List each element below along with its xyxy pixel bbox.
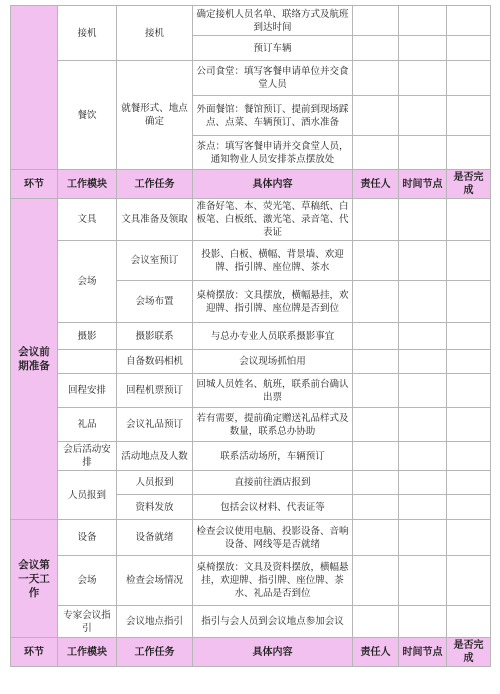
time-cell[interactable] bbox=[399, 6, 447, 36]
owner-cell[interactable] bbox=[353, 36, 399, 61]
module-cell: 餐饮 bbox=[58, 61, 117, 170]
task-cell: 资料发放 bbox=[117, 495, 193, 520]
content-cell: 与总办专业人员联系摄影事宜 bbox=[193, 323, 353, 350]
content-cell: 投影、白板、横幅、背景墙、欢迎牌、指引牌、座位牌、茶水 bbox=[193, 241, 353, 281]
done-cell[interactable] bbox=[447, 36, 491, 61]
header-section: 环节 bbox=[11, 638, 58, 667]
time-cell[interactable] bbox=[399, 323, 447, 350]
header-task: 工作任务 bbox=[117, 638, 193, 667]
task-cell: 设备就绪 bbox=[117, 520, 193, 556]
module-cell: 人员报到 bbox=[58, 471, 117, 520]
table-row bbox=[11, 471, 491, 495]
content-cell: 直接前往酒店报到 bbox=[193, 471, 353, 495]
task-cell: 会场布置 bbox=[117, 281, 193, 323]
done-cell[interactable] bbox=[447, 442, 491, 471]
content-cell: 桌椅摆放：文具及资料摆放，横幅悬挂，欢迎牌、指引牌、座位牌、茶水、礼品是否到位 bbox=[193, 556, 353, 606]
module-cell: 专家会议指引 bbox=[58, 606, 117, 638]
table-row bbox=[11, 241, 491, 281]
header-done: 是否完成 bbox=[447, 170, 491, 199]
content-cell: 若有需要，提前确定赠送礼品样式及数量，联系总办协助 bbox=[193, 408, 353, 442]
header-owner: 责任人 bbox=[353, 170, 399, 199]
done-cell[interactable] bbox=[447, 281, 491, 323]
owner-cell[interactable] bbox=[353, 520, 399, 556]
time-cell[interactable] bbox=[399, 471, 447, 495]
done-cell[interactable] bbox=[447, 520, 491, 556]
owner-cell[interactable] bbox=[353, 495, 399, 520]
content-cell: 会议现场抓怕用 bbox=[193, 350, 353, 374]
module-cell: 会场 bbox=[58, 241, 117, 323]
content-cell: 桌椅摆放：文具摆放，横幅悬挂，欢迎牌、指引牌、座位牌是否到位 bbox=[193, 281, 353, 323]
done-cell[interactable] bbox=[447, 96, 491, 136]
table-row bbox=[11, 606, 491, 638]
owner-cell[interactable] bbox=[353, 471, 399, 495]
module-cell: 接机 bbox=[58, 6, 117, 61]
module-cell: 会场 bbox=[58, 556, 117, 606]
header-time: 时间节点 bbox=[399, 170, 447, 199]
time-cell[interactable] bbox=[399, 96, 447, 136]
header-time: 时间节点 bbox=[399, 638, 447, 667]
owner-cell[interactable] bbox=[353, 350, 399, 374]
header-content: 具体内容 bbox=[193, 170, 353, 199]
table-row bbox=[11, 556, 491, 606]
owner-cell[interactable] bbox=[353, 323, 399, 350]
module-cell: 文具 bbox=[58, 199, 117, 241]
content-cell: 外面餐馆：餐馆预订、提前到现场踩点、点菜、车辆预订、酒水准备 bbox=[193, 96, 353, 136]
done-cell[interactable] bbox=[447, 323, 491, 350]
header-owner: 责任人 bbox=[353, 638, 399, 667]
owner-cell[interactable] bbox=[353, 606, 399, 638]
done-cell[interactable] bbox=[447, 199, 491, 241]
module-cell: 回程安排 bbox=[58, 374, 117, 408]
owner-cell[interactable] bbox=[353, 408, 399, 442]
module-cell: 会后活动安排 bbox=[58, 442, 117, 471]
section-cell-top bbox=[11, 6, 58, 170]
time-cell[interactable] bbox=[399, 374, 447, 408]
task-cell: 检查会场情况 bbox=[117, 556, 193, 606]
header-content: 具体内容 bbox=[193, 638, 353, 667]
table-row bbox=[11, 323, 491, 350]
table-row bbox=[11, 408, 491, 442]
owner-cell[interactable] bbox=[353, 442, 399, 471]
content-cell: 准备好笔、本、荧光笔、草稿纸、白板笔、白板纸、激光笔、录音笔、代表证 bbox=[193, 199, 353, 241]
task-cell: 文具准备及领取 bbox=[117, 199, 193, 241]
time-cell[interactable] bbox=[399, 199, 447, 241]
module-cell bbox=[58, 350, 117, 374]
task-cell: 摄影联系 bbox=[117, 323, 193, 350]
header-done: 是否完成 bbox=[447, 638, 491, 667]
task-cell: 会议礼品预订 bbox=[117, 408, 193, 442]
table-row bbox=[11, 199, 491, 241]
done-cell[interactable] bbox=[447, 606, 491, 638]
content-cell: 公司食堂：填写客餐申请单位并交食堂人员 bbox=[193, 61, 353, 96]
module-cell: 设备 bbox=[58, 520, 117, 556]
header-module: 工作模块 bbox=[58, 170, 117, 199]
time-cell[interactable] bbox=[399, 36, 447, 61]
meeting-plan-table bbox=[10, 5, 491, 667]
table-row bbox=[11, 442, 491, 471]
time-cell[interactable] bbox=[399, 350, 447, 374]
done-cell[interactable] bbox=[447, 471, 491, 495]
table-row bbox=[11, 350, 491, 374]
done-cell[interactable] bbox=[447, 241, 491, 281]
done-cell[interactable] bbox=[447, 6, 491, 36]
header-task: 工作任务 bbox=[117, 170, 193, 199]
time-cell[interactable] bbox=[399, 408, 447, 442]
content-cell: 预订车辆 bbox=[193, 36, 353, 61]
time-cell[interactable] bbox=[399, 495, 447, 520]
header-section: 环节 bbox=[11, 170, 58, 199]
content-cell: 联系活动场所，车辆预订 bbox=[193, 442, 353, 471]
owner-cell[interactable] bbox=[353, 6, 399, 36]
owner-cell[interactable] bbox=[353, 556, 399, 606]
done-cell[interactable] bbox=[447, 61, 491, 96]
plan-sheet bbox=[10, 5, 490, 667]
table-row bbox=[11, 520, 491, 556]
owner-cell[interactable] bbox=[353, 374, 399, 408]
header-module: 工作模块 bbox=[58, 638, 117, 667]
content-cell: 茶点：填写客餐申请并交食堂人员，通知物业人员安排茶点摆放处 bbox=[193, 136, 353, 170]
owner-cell[interactable] bbox=[353, 241, 399, 281]
time-cell[interactable] bbox=[399, 281, 447, 323]
time-cell[interactable] bbox=[399, 241, 447, 281]
task-cell: 活动地点及人数 bbox=[117, 442, 193, 471]
time-cell[interactable] bbox=[399, 606, 447, 638]
content-cell: 指引与会人员到会议地点参加会议 bbox=[193, 606, 353, 638]
done-cell[interactable] bbox=[447, 408, 491, 442]
done-cell[interactable] bbox=[447, 495, 491, 520]
owner-cell[interactable] bbox=[353, 281, 399, 323]
time-cell[interactable] bbox=[399, 556, 447, 606]
time-cell[interactable] bbox=[399, 136, 447, 170]
module-cell: 摄影 bbox=[58, 323, 117, 350]
content-cell: 确定接机人员名单、联络方式及航班到达时间 bbox=[193, 6, 353, 36]
time-cell[interactable] bbox=[399, 61, 447, 96]
task-cell: 会议室预订 bbox=[117, 241, 193, 281]
task-cell: 人员报到 bbox=[117, 471, 193, 495]
owner-cell[interactable] bbox=[353, 96, 399, 136]
module-cell: 礼品 bbox=[58, 408, 117, 442]
content-cell: 回城人员姓名、航班，联系前台确认出票 bbox=[193, 374, 353, 408]
owner-cell[interactable] bbox=[353, 136, 399, 170]
owner-cell[interactable] bbox=[353, 199, 399, 241]
done-cell[interactable] bbox=[447, 136, 491, 170]
done-cell[interactable] bbox=[447, 556, 491, 606]
task-cell: 接机 bbox=[117, 6, 193, 61]
section-cell-day1: 会议第一天工作 bbox=[11, 520, 58, 638]
content-cell: 包括会议材料、代表证等 bbox=[193, 495, 353, 520]
table-row bbox=[11, 6, 491, 36]
done-cell[interactable] bbox=[447, 350, 491, 374]
task-cell: 会议地点指引 bbox=[117, 606, 193, 638]
section-cell-pre: 会议前期准备 bbox=[11, 199, 58, 520]
table-row bbox=[11, 374, 491, 408]
owner-cell[interactable] bbox=[353, 61, 399, 96]
time-cell[interactable] bbox=[399, 442, 447, 471]
header-row bbox=[11, 170, 491, 199]
task-cell: 回程机票预订 bbox=[117, 374, 193, 408]
done-cell[interactable] bbox=[447, 374, 491, 408]
time-cell[interactable] bbox=[399, 520, 447, 556]
table-row bbox=[11, 61, 491, 96]
task-cell: 就餐形式、地点确定 bbox=[117, 61, 193, 170]
content-cell: 检查会议使用电脑、投影设备、音响设备、网线等是否就绪 bbox=[193, 520, 353, 556]
task-cell: 自备数码相机 bbox=[117, 350, 193, 374]
header-row bbox=[11, 638, 491, 667]
